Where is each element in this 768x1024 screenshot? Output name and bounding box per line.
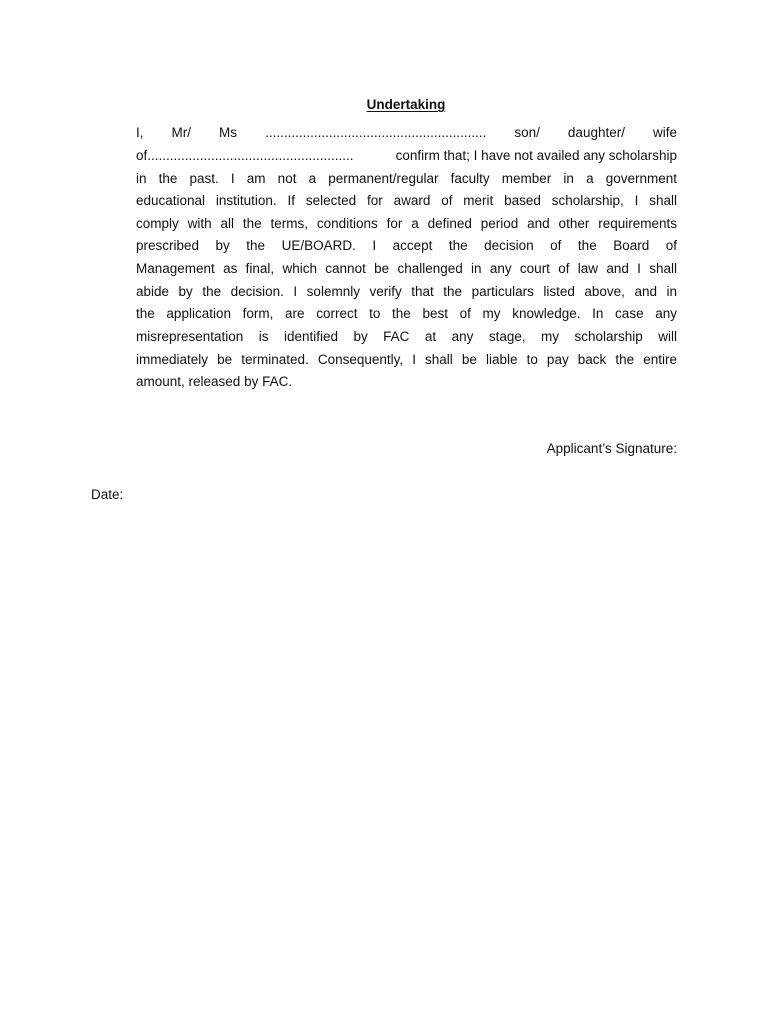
line1-word-mr: Mr/ [171,125,192,140]
body-line-8: abide by the decision. I solemnly verify that the particulars listed above, and in [136,284,677,299]
line1-word-son: son/ [514,125,540,140]
document-title: Undertaking [366,97,446,112]
date-label: Date: [91,487,124,502]
line1-word-i: I, [136,125,144,140]
body-line-1 [136,125,677,141]
body-line-5: comply with all the terms, conditions for a defined period and other requirements [136,216,677,231]
line1-word-wife: wife [652,125,677,140]
line1-name-blank: ........................................................... [265,125,487,140]
body-line-3: in the past. I am not a permanent/regular faculty member in a government [136,171,677,186]
body-line-4: educational institution. If selected for award of merit based scholarship, I shall [136,193,677,208]
applicant-signature-label: Applicant’s Signature: [546,441,677,456]
body-line-7: Management as final, which cannot be challenged in any court of law and I shall [136,261,677,276]
line2-of-blank: of....................................................... [136,148,354,163]
line1-word-daughter: daughter/ [567,125,625,140]
body-line-11: immediately be terminated. Consequently, I shall be liable to pay back the entire [136,352,677,367]
line1-word-ms: Ms [219,125,238,140]
body-line-9: the application form, are correct to the best of my knowledge. In case any [136,306,677,321]
title-wrapper [0,96,768,114]
body-line-6: prescribed by the UE/BOARD. I accept the decision of the Board of [136,238,677,253]
body-line-12: amount, released by FAC. [136,374,293,389]
body-line-10: misrepresentation is identified by FAC at any stage, my scholarship will [136,329,677,344]
body-line-2 [136,148,677,164]
line2-text: confirm that; I have not availed any scholarship [395,148,677,163]
